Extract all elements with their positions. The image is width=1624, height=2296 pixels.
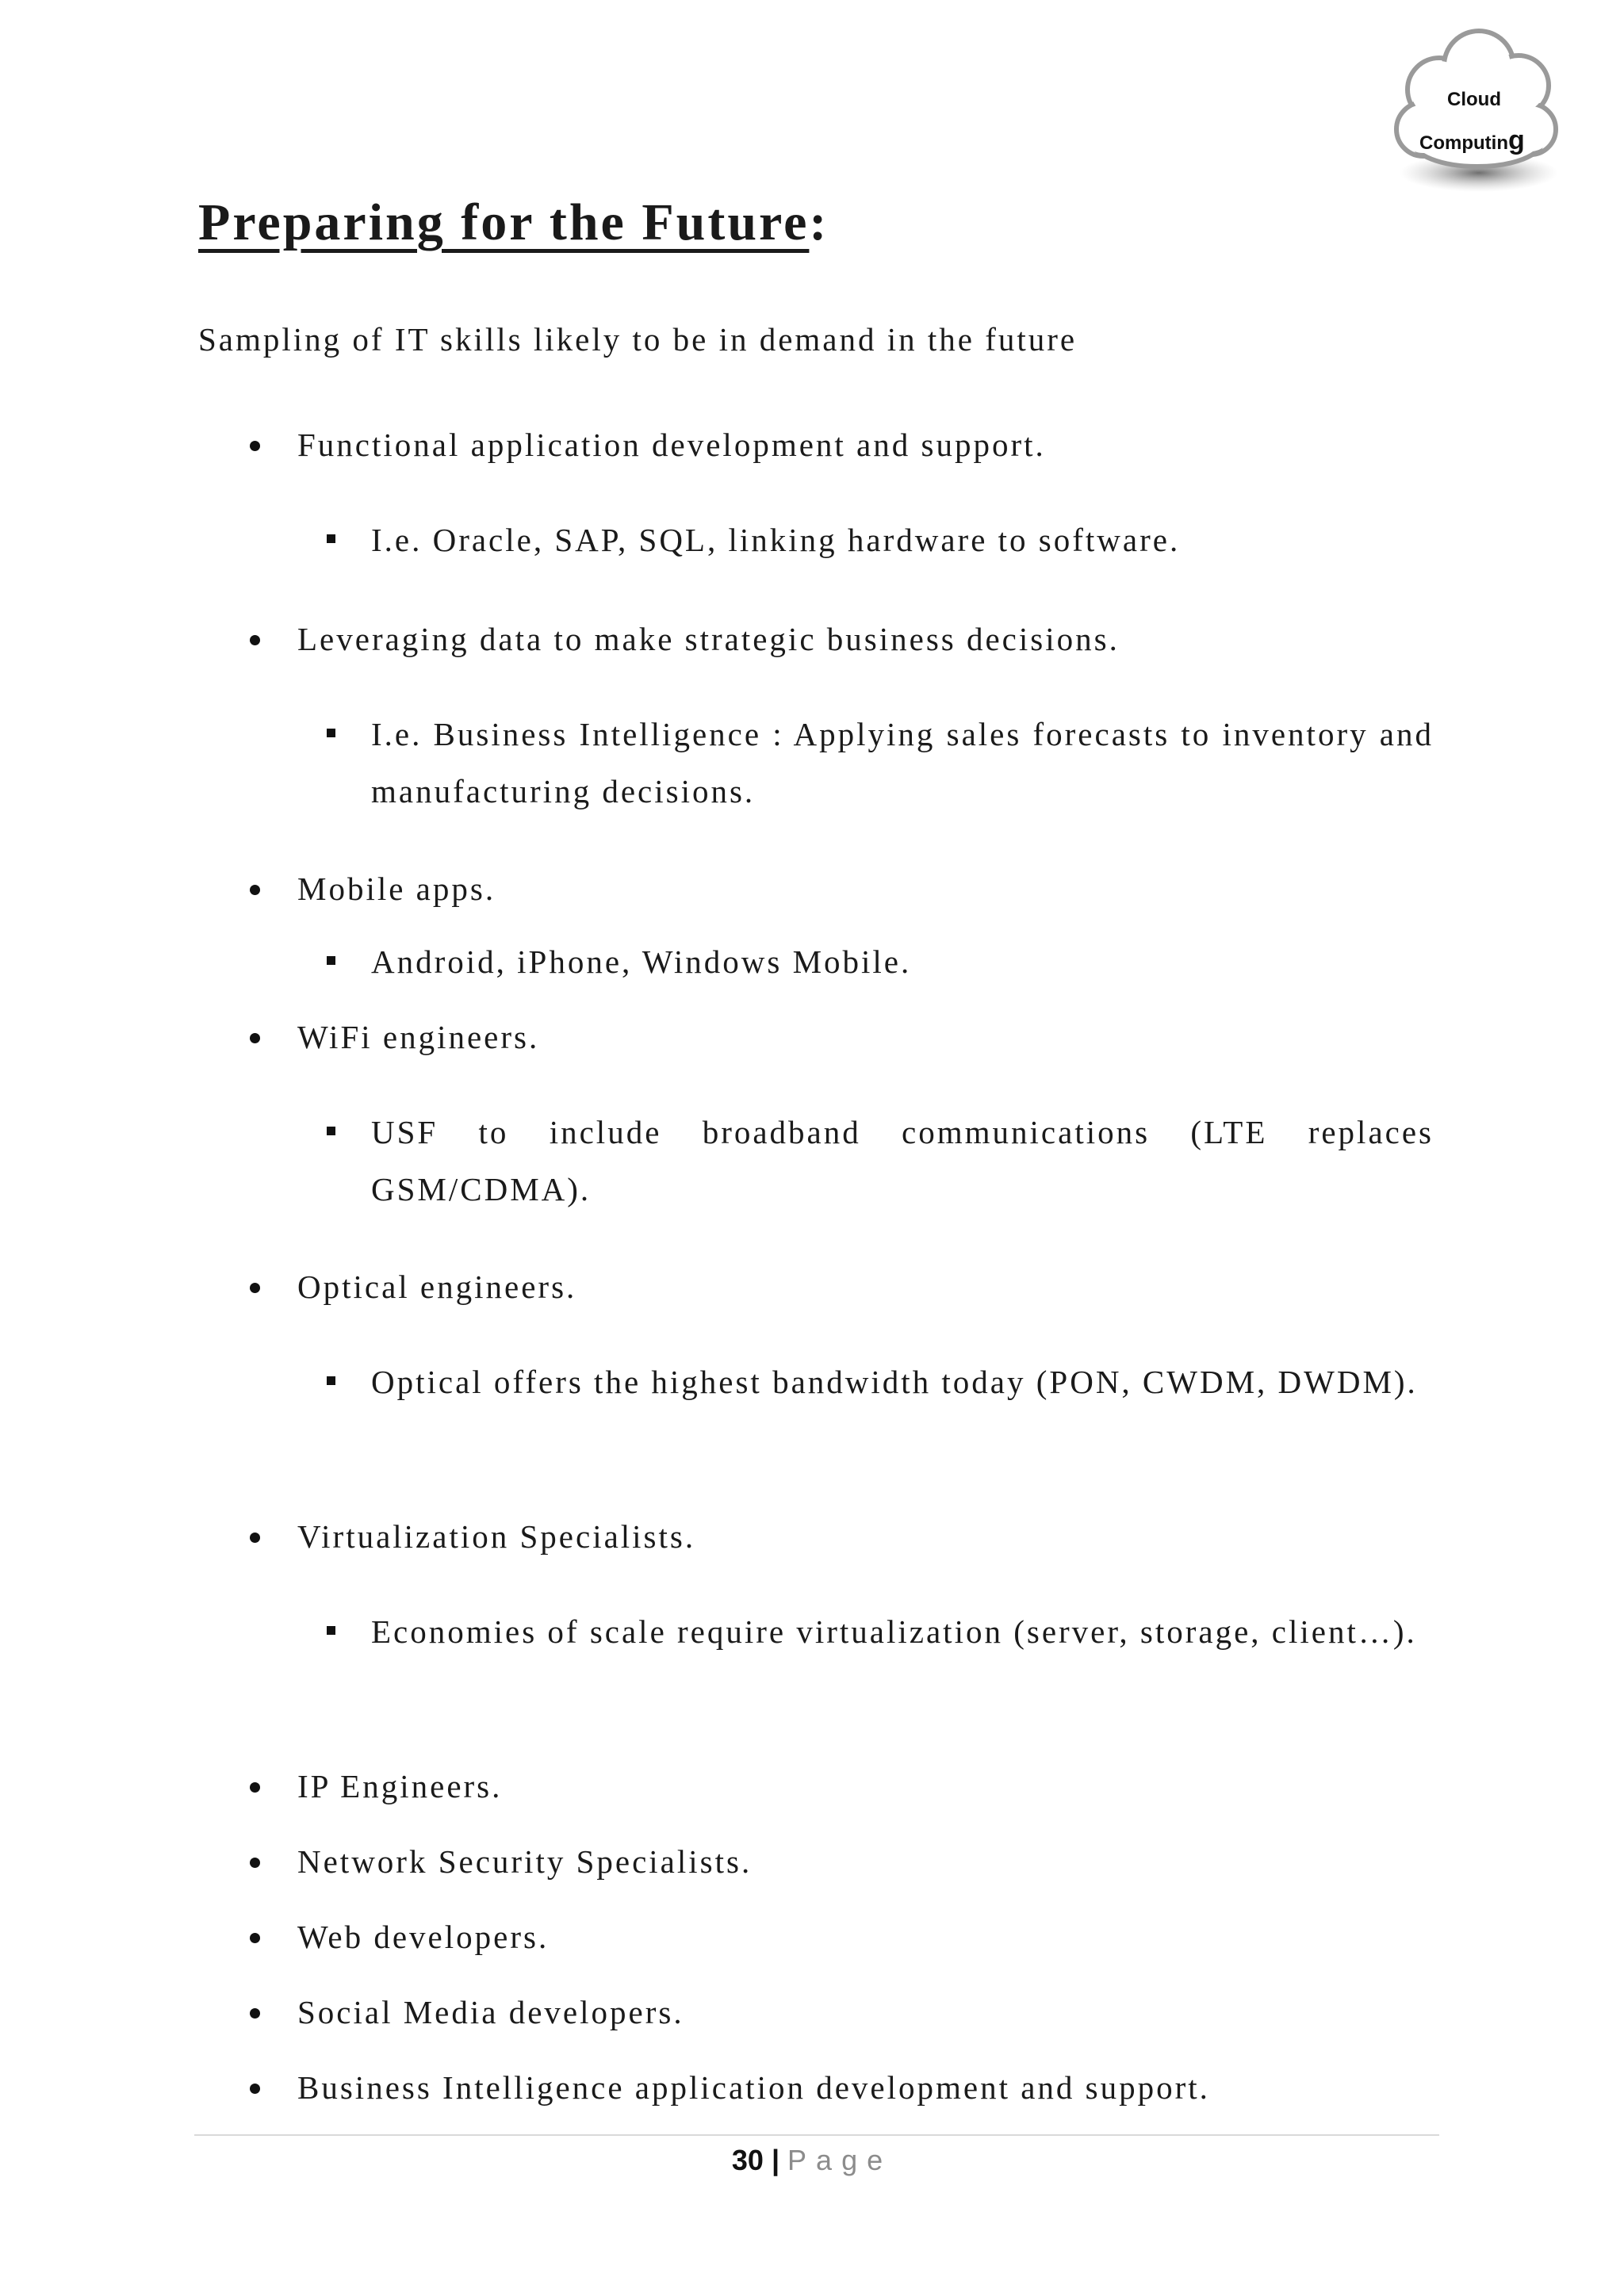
bullet-square [327, 1376, 335, 1385]
list-item [297, 2059, 1210, 2116]
sub-list-item [371, 1104, 1434, 1218]
sub-list-item [371, 511, 1434, 568]
sub-list-item [371, 1603, 1434, 1660]
bullet-dot [250, 1858, 260, 1868]
bullet-dot [250, 441, 260, 451]
page-footer [0, 2141, 1624, 2180]
page-title-colon: : [809, 193, 829, 251]
logo-text-cloud: Cloud [1447, 89, 1501, 110]
list-item [297, 1258, 576, 1315]
page-label: Page [787, 2144, 893, 2176]
list-item [297, 1833, 752, 1890]
footer-separator: | [771, 2144, 780, 2176]
footer-divider [194, 2134, 1439, 2136]
bullet-dot [250, 635, 260, 645]
sub-list-item [371, 933, 1434, 990]
page-number: 30 [731, 2144, 764, 2176]
list-item [297, 1984, 684, 2041]
logo-text-computing [1419, 125, 1525, 156]
list-item [297, 416, 1046, 473]
bullet-dot [250, 1533, 260, 1543]
page-title-text: Preparing for the Future [198, 193, 810, 251]
bullet-dot [250, 1283, 260, 1293]
sub-list-item-text: I.e. Business Intelligence : Applying sales forecasts to inventory and manufacturing decisions. [371, 716, 1434, 809]
list-item-text: Social Media developers. [297, 1994, 684, 2030]
list-item [297, 1508, 695, 1565]
bullet-dot [250, 1782, 260, 1793]
sub-list-item-text: Economies of scale require virtualization (server, storage, client…). [371, 1613, 1417, 1650]
list-item-text: Virtualization Specialists. [297, 1518, 696, 1555]
list-item-text: Network Security Specialists. [297, 1843, 753, 1880]
intro-paragraph: Sampling of IT skills likely to be in demand in the future [198, 321, 1078, 358]
list-item-text: Leveraging data to make strategic business decisions. [297, 621, 1120, 657]
bullet-square [327, 729, 335, 737]
list-item-text: Optical engineers. [297, 1269, 577, 1305]
sub-list-item-text: Android, iPhone, Windows Mobile. [371, 943, 912, 980]
bullet-dot [250, 1933, 260, 1943]
list-item-text: Mobile apps. [297, 871, 496, 907]
bullet-square [327, 534, 335, 543]
bullet-dot [250, 2084, 260, 2094]
list-item [297, 610, 1120, 668]
logo-text-computing-tail: g [1507, 125, 1525, 155]
list-item-text: WiFi engineers. [297, 1019, 540, 1055]
sub-list-item-text: Optical offers the highest bandwidth today (PON, CWDM, DWDM). [371, 1364, 1418, 1400]
cloud-computing-logo [1384, 22, 1574, 205]
sub-list-item-text: USF to include broadband communications (LTE replaces GSM/CDMA). [371, 1114, 1434, 1207]
page-title [198, 193, 829, 251]
list-item-text: Web developers. [297, 1919, 550, 1955]
logo-text-computing-main: Computin [1419, 132, 1508, 154]
list-item [297, 1908, 549, 1965]
sub-list-item-text: I.e. Oracle, SAP, SQL, linking hardware to software. [371, 522, 1181, 558]
list-item-text: IP Engineers. [297, 1768, 503, 1804]
sub-list-item [371, 706, 1434, 820]
bullet-square [327, 1626, 335, 1635]
bullet-square [327, 956, 335, 965]
bullet-dot [250, 1033, 260, 1043]
bullet-dot [250, 885, 260, 895]
sub-list-item [371, 1353, 1434, 1410]
list-item [297, 1758, 502, 1815]
list-item [297, 1008, 539, 1066]
list-item [297, 860, 496, 917]
bullet-square [327, 1127, 335, 1135]
bullet-dot [250, 2008, 260, 2019]
cloud-icon [1384, 22, 1574, 205]
list-item-text: Business Intelligence application development and support. [297, 2069, 1210, 2106]
list-item-text: Functional application development and support. [297, 427, 1046, 463]
